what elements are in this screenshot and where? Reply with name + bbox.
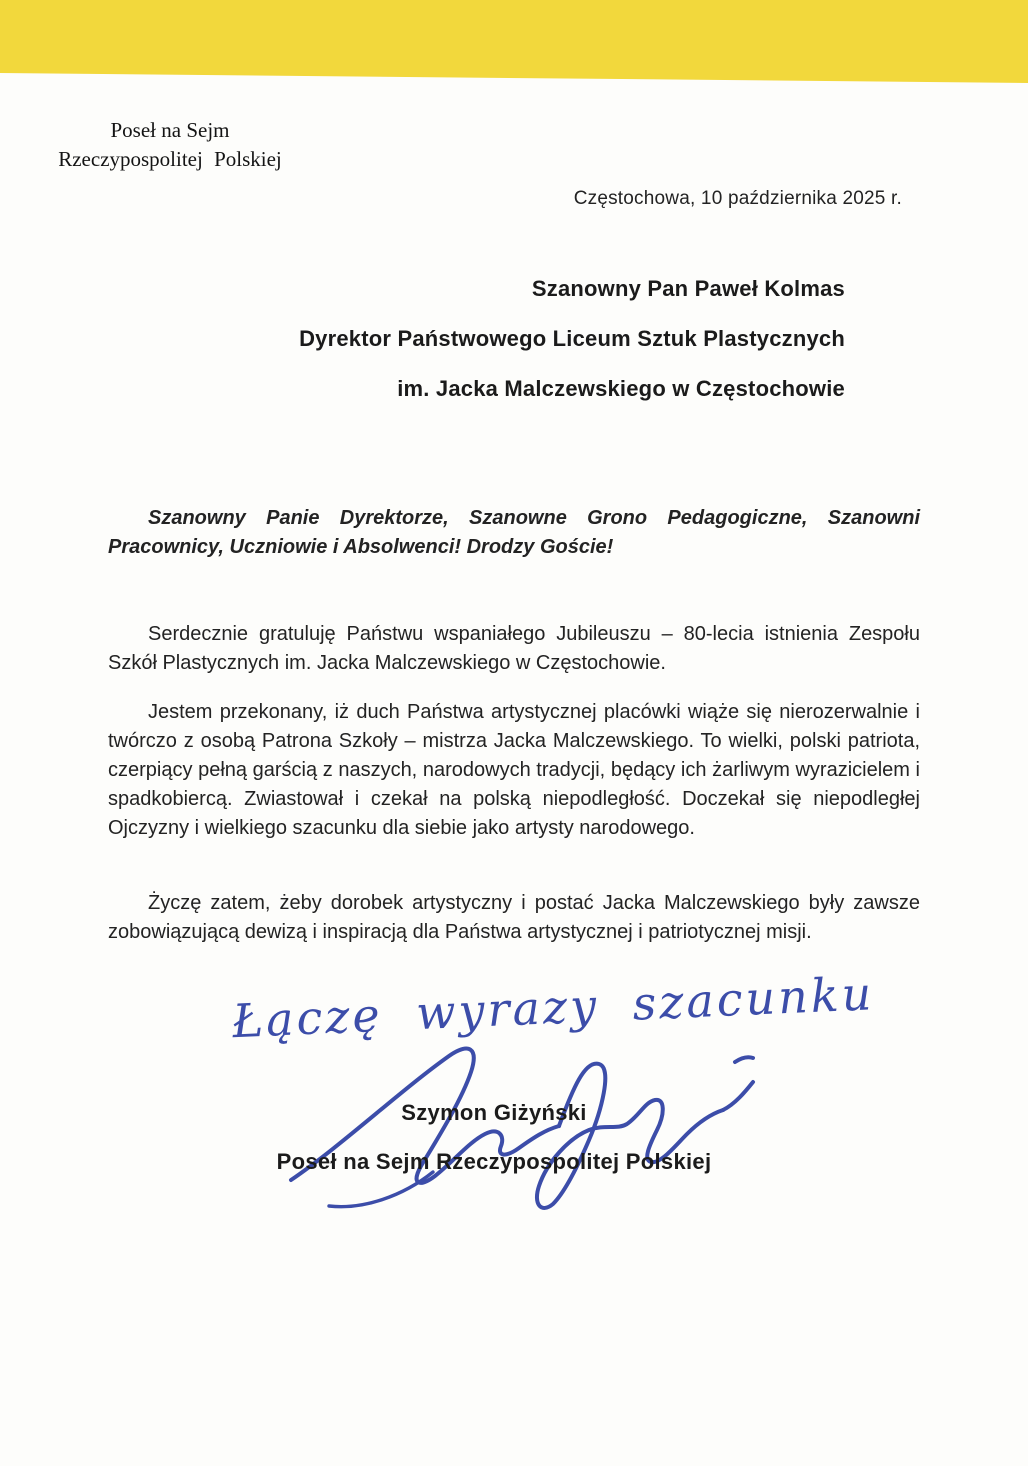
addressee-block [299, 264, 845, 414]
paragraph-3: Życzę zatem, żeby dorobek artystyczny i postać Jacka Malczewskiego były zawsze zobowiązującą dewizą i inspiracją dla Państwa artystycznej i patriotycznej misji. [108, 892, 920, 943]
paragraph-2: Jestem przekonany, iż duch Państwa artystycznej placówki wiąże się nierozerwalnie i twórczo z osobą Patrona Szkoły – mistrza Jacka Malczewskiego. To wielki, polski patriota, czerpiący pełną garścią z naszych, narodowych tradycji, będący ich żarliwym wyrazicielem i spadkobiercą. Zwiastował i czekał na polską niepodległość. Doczekał się niepodległej Ojczyzny i wielkiego szacunku dla siebie jako artysty narodowego. [108, 701, 920, 839]
addressee-name: Szanowny Pan Paweł Kolmas [531, 276, 845, 301]
addressee-institution: im. Jacka Malczewskiego w Częstochowie [397, 376, 845, 401]
letterhead-line2: Rzeczypospolitej Polskiej [58, 147, 282, 171]
paragraph-1: Serdecznie gratuluję Państwu wspaniałego Jubileuszu – 80-lecia istnienia Zespołu Szkół Plastycznych im. Jacka Malczewskiego w Częstochowie. [108, 623, 920, 674]
date-line: Częstochowa, 10 października 2025 r. [573, 188, 902, 209]
handwritten-closing: Łączę wyrazy szacunku [231, 966, 876, 1049]
letterhead [44, 116, 296, 174]
signature-title: Poseł na Sejm Rzeczypospolitej Polskiej [276, 1149, 712, 1174]
letterhead-accent-band [0, 0, 1028, 90]
signature-name: Szymon Giżyński [401, 1100, 587, 1125]
letterhead-line1: Poseł na Sejm [110, 118, 230, 142]
salutation: Szanowny Panie Dyrektorze, Szanowne Grono Pedagogiczne, Szanowni Pracownicy, Uczniowie i Absolwenci! Drodzy Goście! [108, 507, 920, 558]
signature-block [114, 1101, 874, 1174]
signature-stroke [329, 1172, 433, 1207]
addressee-role: Dyrektor Państwowego Liceum Sztuk Plastycznych [299, 326, 845, 351]
